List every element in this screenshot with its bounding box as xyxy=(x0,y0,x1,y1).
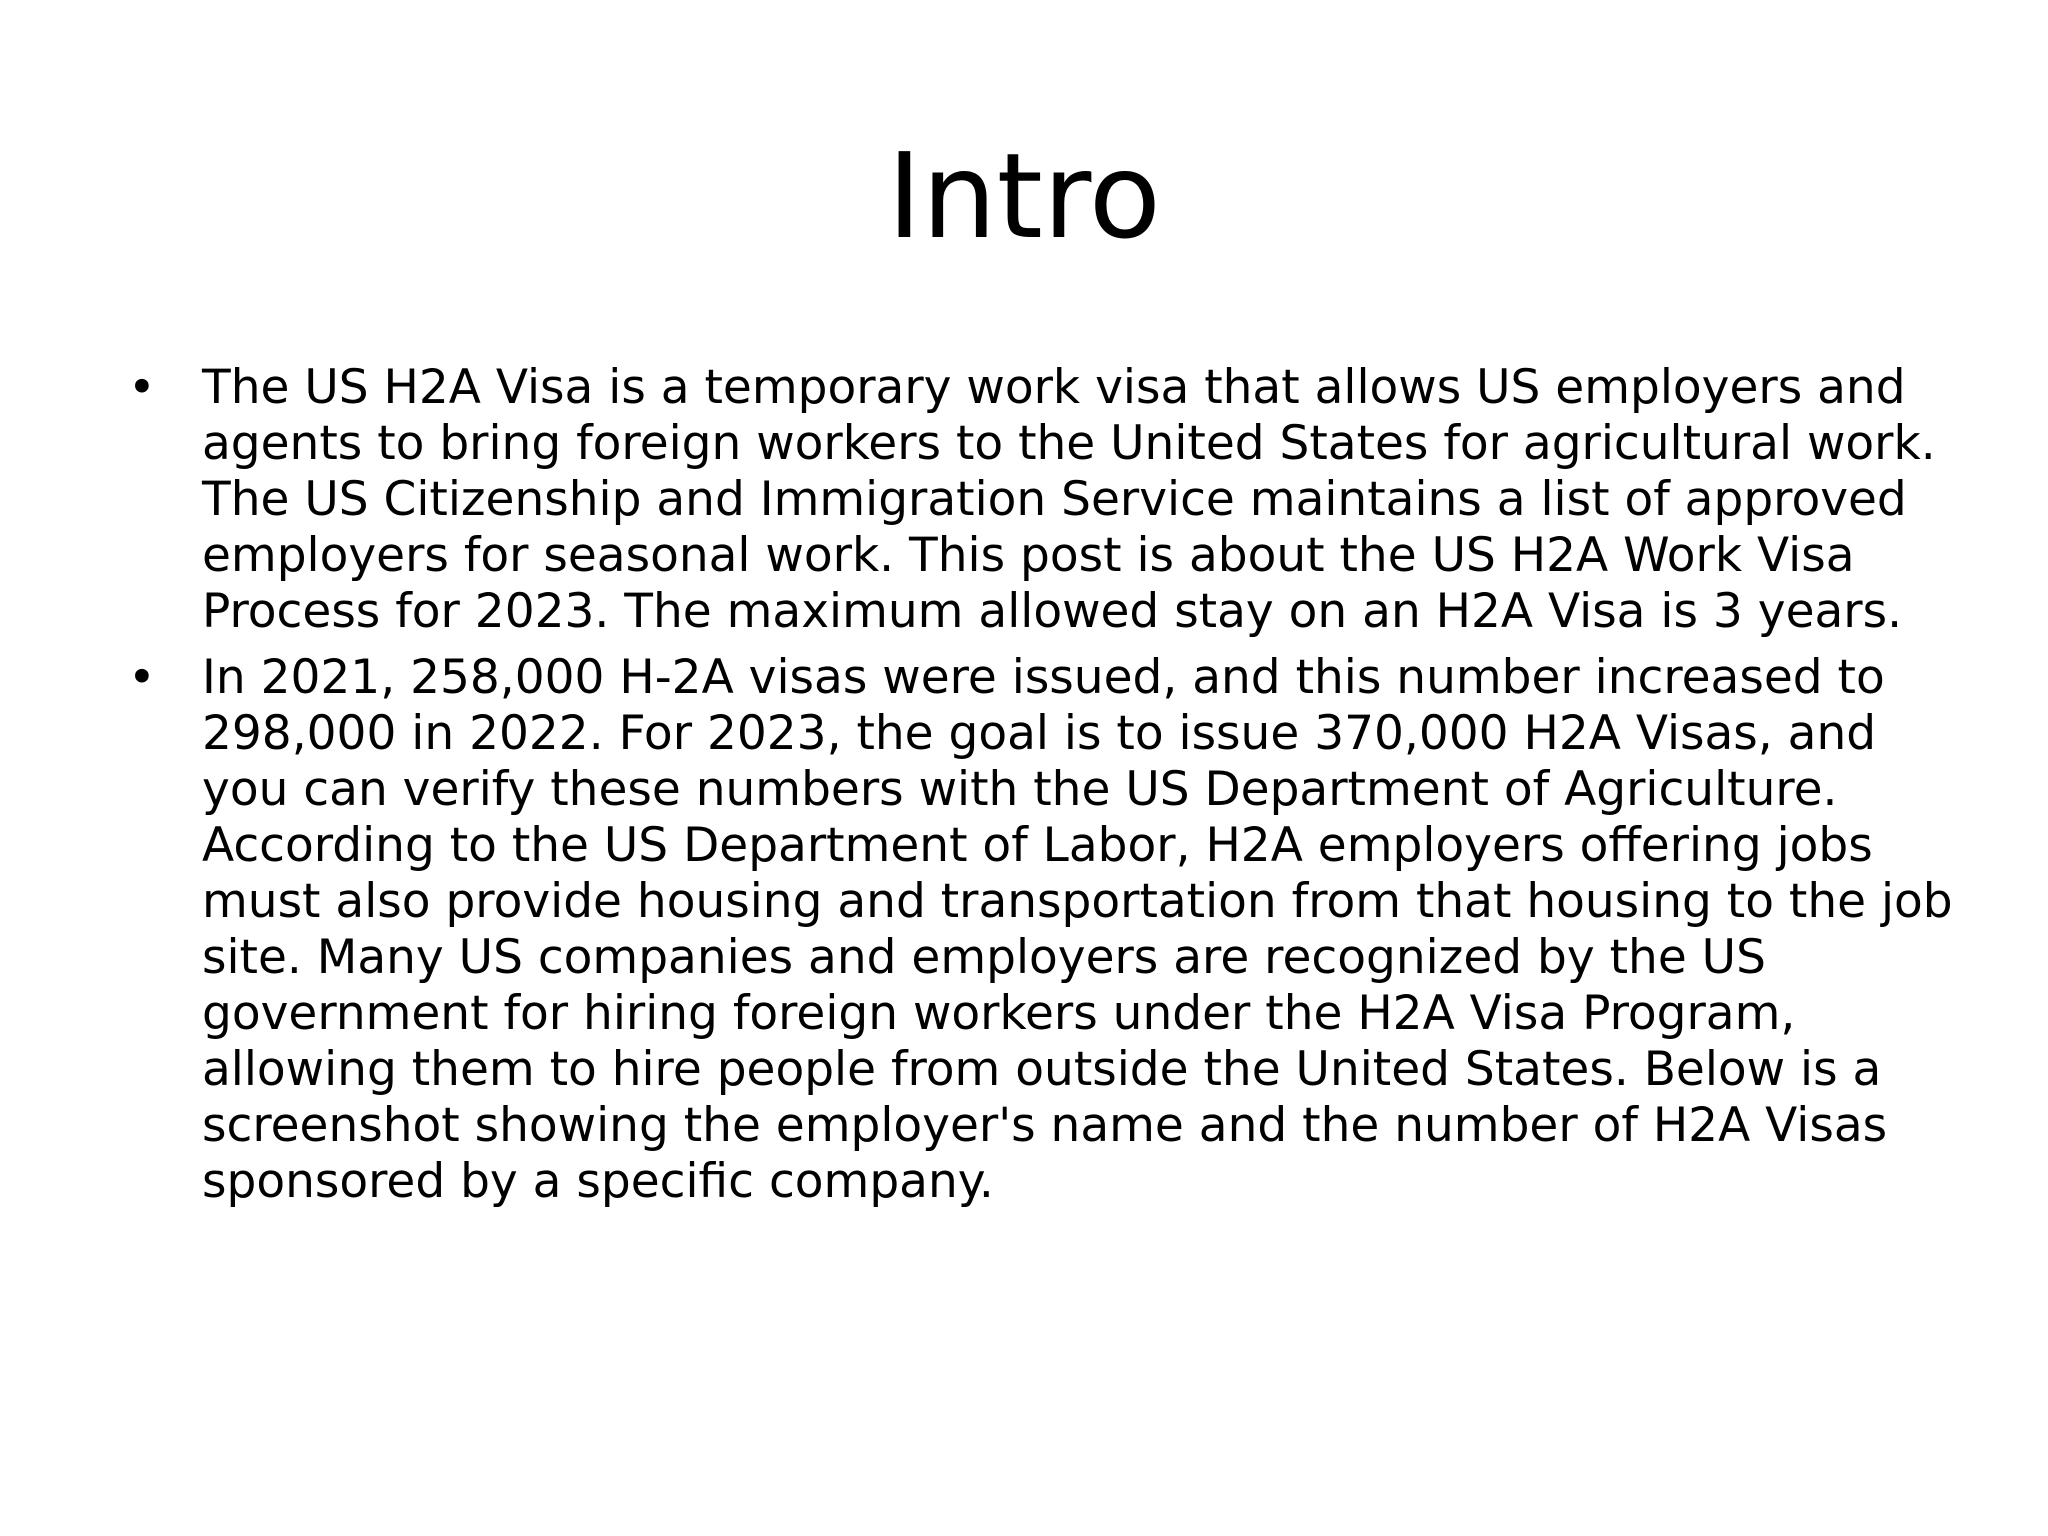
bullet-marker: • xyxy=(128,360,156,415)
bullet-text: In 2021, 258,000 H-2A visas were issued, and this number increased to 298,000 in 2022. For 2023, the goal is to issue 370,000 H2A Visas, and you can verify these numbers with the US Department of Agriculture. According to the US Department of Labor, H2A employers offering jobs must also provide housing and transportation from that housing to the job site. Many US companies and employers are recognized by the US government for hiring foreign workers under the H2A Visa Program, allowing them to hire people from outside the United States. Below is a screenshot showing the employer's name and the number of H2A Visas sponsored by a specific company. xyxy=(202,650,1953,1209)
slide-title: Intro xyxy=(887,127,1161,265)
bullet-item xyxy=(128,360,1958,640)
bullet-marker: • xyxy=(128,650,156,705)
bullet-item xyxy=(128,650,1958,1210)
bullet-list xyxy=(128,360,1958,1220)
bullet-text: The US H2A Visa is a temporary work visa that allows US employers and agents to bring foreign workers to the United States for agricultural work. The US Citizenship and Immigration Service maintains a list of approved employers for seasonal work. This post is about the US H2A Work Visa Process for 2023. The maximum allowed stay on an H2A Visa is 3 years. xyxy=(202,360,1936,639)
